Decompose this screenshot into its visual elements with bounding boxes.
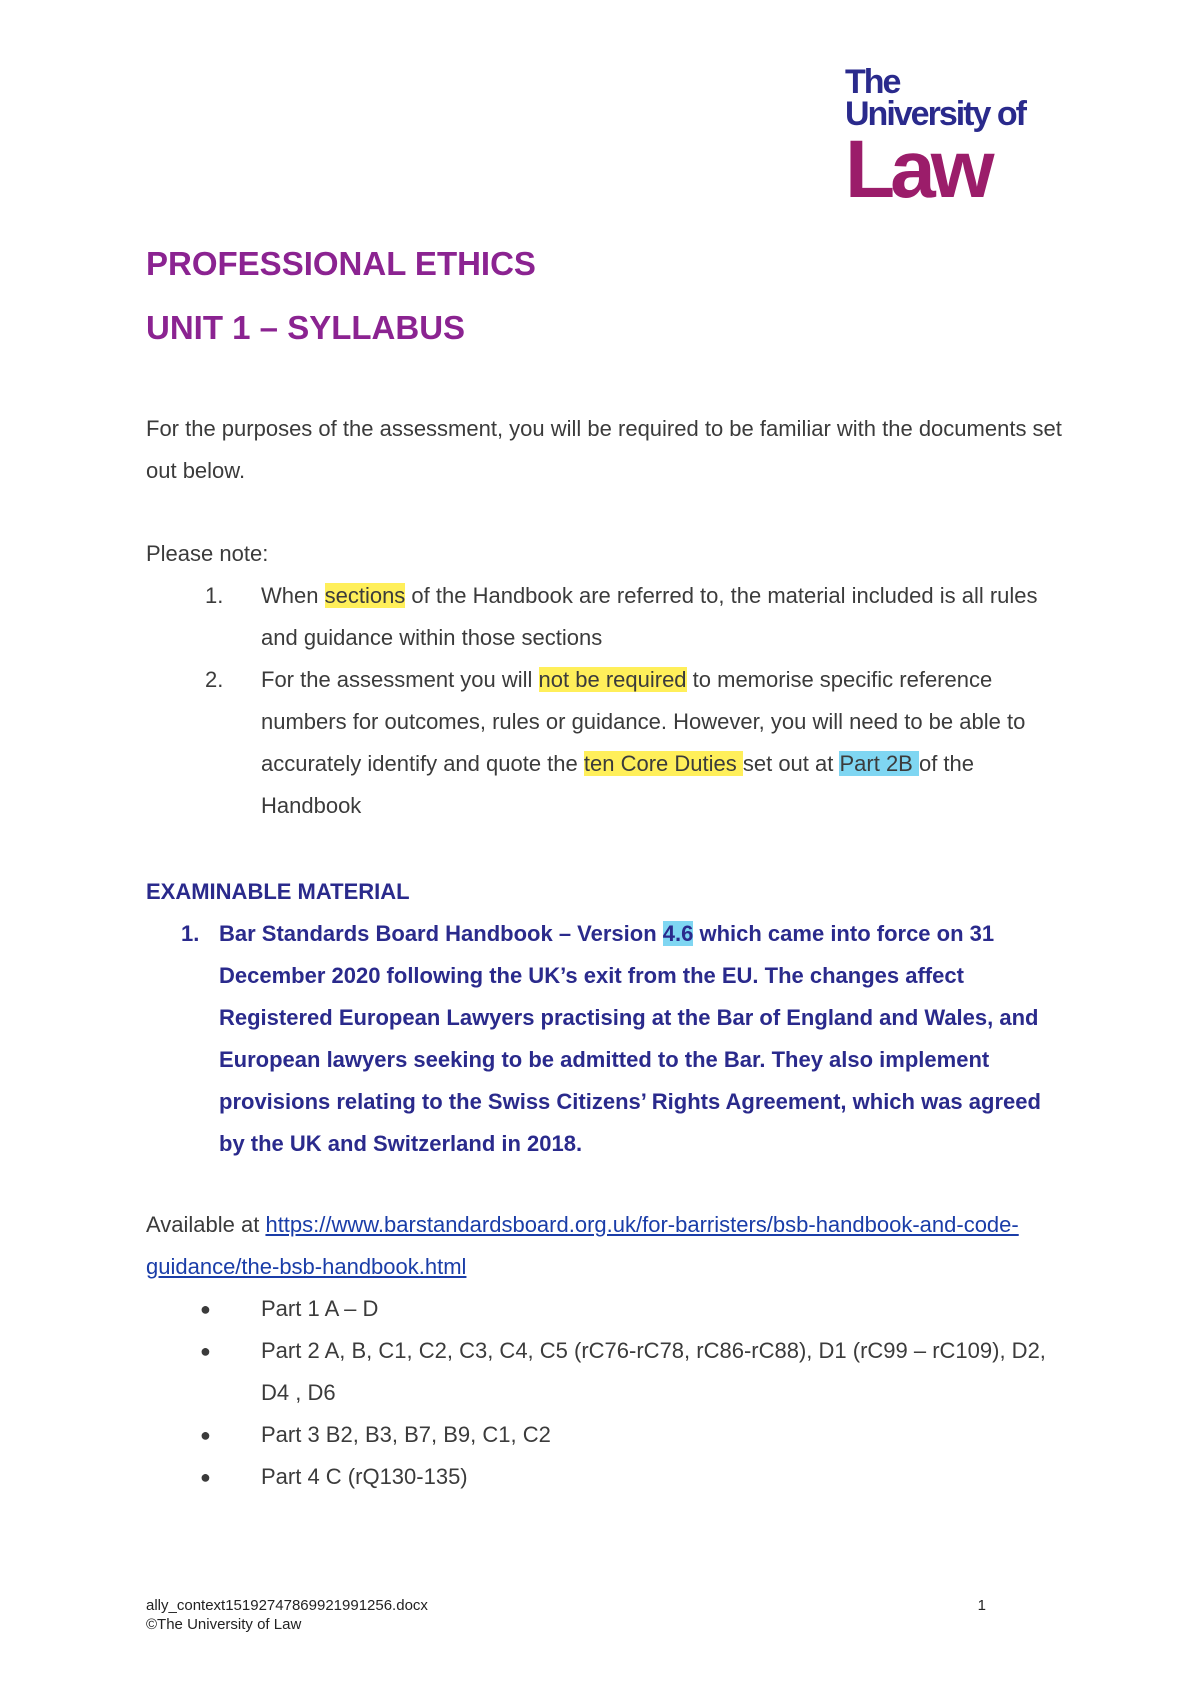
intro-paragraph: For the purposes of the assessment, you will be required to be familiar with the documents set out below. bbox=[146, 416, 1062, 483]
list-item bbox=[146, 1288, 1046, 1330]
logo-line-law: Law bbox=[845, 124, 990, 215]
highlight-version: 4.6 bbox=[662, 921, 694, 946]
note-text: of the Handbook are referred to, the material included is all rules and guidance within those sections bbox=[261, 583, 1038, 650]
note-text: of the Handbook bbox=[261, 751, 975, 818]
part-text: Part 1 A – D bbox=[261, 1296, 379, 1321]
university-logo bbox=[845, 63, 1025, 226]
notes-list bbox=[146, 575, 1066, 827]
logo-line-the: The bbox=[845, 63, 900, 101]
list-item bbox=[146, 1456, 1046, 1498]
list-number: 1. bbox=[205, 583, 224, 608]
footer-filename: ally_context15192747869921991256.docx bbox=[146, 1597, 428, 1614]
note-text: set out at bbox=[742, 751, 840, 776]
list-item bbox=[146, 575, 1066, 659]
list-number: 1. bbox=[181, 921, 200, 946]
document-title: PROFESSIONAL ETHICS bbox=[146, 245, 536, 282]
highlight-part-2b: Part 2B bbox=[839, 751, 919, 776]
note-text: to memorise specific reference numbers for outcomes, rules or guidance. However, you will need to be able to accurately identify and quote the bbox=[261, 667, 1026, 776]
part-text: Part 3 B2, B3, B7, B9, C1, C2 bbox=[261, 1422, 551, 1447]
list-number: 2. bbox=[205, 667, 224, 692]
bullet-icon: ● bbox=[200, 1341, 211, 1361]
part-text: Part 4 C (rQ130-135) bbox=[261, 1464, 468, 1489]
bullet-icon: ● bbox=[200, 1425, 211, 1445]
exam-text: Bar Standards Board Handbook – Version bbox=[219, 921, 663, 946]
page-number: 1 bbox=[977, 1597, 986, 1614]
note-text: When bbox=[261, 583, 325, 608]
logo-line-university-of: University of bbox=[845, 95, 1025, 133]
highlight-not-required: not be required bbox=[538, 667, 687, 692]
exam-text: which came into force on 31 December 2020 following the UK’s exit from the EU. The changes affect Registered European Lawyers practising at the Bar of England and Wales, and European lawyers seeking to be admitted to the Bar. They also implement provisions relating to the Swiss Citizens’ Rights Agreement, which was agreed by the UK and Switzerland in 2018. bbox=[219, 921, 1041, 1156]
list-item bbox=[146, 659, 1066, 827]
bullet-icon: ● bbox=[200, 1299, 211, 1319]
availability-label: Available at bbox=[146, 1212, 266, 1237]
highlight-core-duties: ten Core Duties bbox=[583, 751, 743, 776]
document-subtitle: UNIT 1 – SYLLABUS bbox=[146, 309, 466, 346]
section-heading-examinable-material: EXAMINABLE MATERIAL bbox=[146, 879, 410, 904]
part-text: Part 2 A, B, C1, C2, C3, C4, C5 (rC76-rC78, rC86-rC88), D1 (rC99 – rC109), D2, D4 , D6 bbox=[261, 1338, 1046, 1405]
footer-copyright: ©The University of Law bbox=[146, 1616, 302, 1633]
handbook-link[interactable]: https://www.barstandardsboard.org.uk/for-barristers/bsb-handbook-and-code-guidance/the-bsb-handbook.html bbox=[146, 1212, 1019, 1279]
availability-line bbox=[146, 1204, 1086, 1288]
page-footer bbox=[146, 1596, 986, 1634]
parts-list bbox=[146, 1288, 1046, 1498]
note-label: Please note: bbox=[146, 541, 269, 566]
list-item bbox=[146, 1414, 1046, 1456]
examinable-list bbox=[146, 913, 1066, 1165]
list-item bbox=[146, 913, 1066, 1165]
highlight-sections: sections bbox=[324, 583, 406, 608]
list-item bbox=[146, 1330, 1046, 1414]
note-text: For the assessment you will bbox=[261, 667, 539, 692]
bullet-icon: ● bbox=[200, 1467, 211, 1487]
